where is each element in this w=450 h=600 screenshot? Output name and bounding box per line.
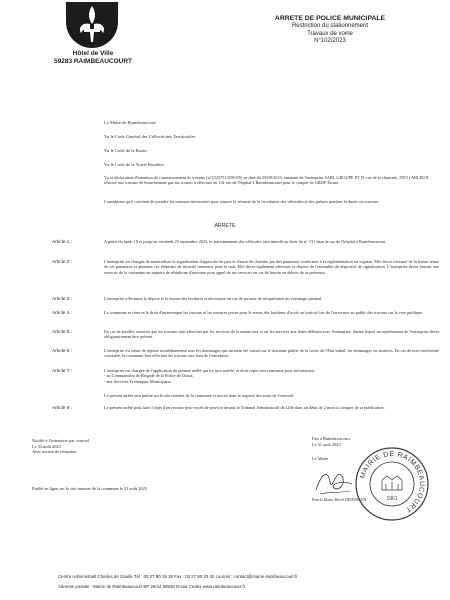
decree-subtitle: Restriction du stationnement xyxy=(291,23,369,29)
decree-number: N°102/2023 xyxy=(314,38,346,44)
postal-address-line: Adresse postale : Mairie de Raimbeaucourt BP 26/44 59530 Douai Cedex www.raimbeaucourt.fr xyxy=(58,584,246,589)
town-postcode: 59283 RAIMBEAUCOURT xyxy=(53,58,133,65)
fleur-de-lis-icon xyxy=(66,2,118,48)
article-3-text: L'entreprise effectuera la dépose et la repose des bordures si nécessaire en cas de travaux de récupération au voisinage optimal. xyxy=(104,296,323,301)
town-logo xyxy=(66,2,118,48)
visa-maire: Le Maire de Raimbeaucourt xyxy=(104,120,156,125)
considerant-securite: Considérant qu'il convient de prendre les mesures nécessaires pour assurer la sécurité de la circulation des véhicules et des piétons pendant la durée ces travaux, xyxy=(104,199,380,204)
article-2-label: Article 2 : xyxy=(52,260,72,265)
contact-line: Centre Administratif Charles de Gaulle Tél : 03 27 80 18 18 Fax : 03 27 80 33 42 courriel : contact@mairie-raimbeaucourt.fr xyxy=(58,574,298,579)
article-4-label: Article 4 : xyxy=(52,311,72,316)
arrete-heading: ARRETE xyxy=(214,223,236,229)
decree-title: ARRETE DE POLICE MUNICIPALE xyxy=(274,15,386,22)
article-6-text: L'entreprise est tenue de réparer immédiatement tous les dommages qui auraient été causés sur le domaine public de la voirie de l'Etat initial, les dommages ou sinistres. En cas de non-conformité constatée, la commune fera effectuer les travaux aux frais de l'entreprise. xyxy=(104,348,439,359)
article-4-text: La commune se réserve le droit d'interrompre les travaux et les mesures prises pour le retour des bordures d'accès au trottoir lors de l'ouverture au public des travaux sur la voie publique. xyxy=(104,310,424,315)
signatory-title: Le Maire xyxy=(312,456,329,461)
considerant-declaration: Vu la déclaration d'intention de commencement de travaux (n°2323751/0/00/05) en date du 29/08/2023, émanant de l'entreprise SARL GROUPE ET D. rue de la chaussée, 59151 ARLEUX relative aux travaux de branchement gaz sur trottoir à effectuer au 131 rue de l'hôpital à Raimbeaucourt pour le compte de GRDF Douai, xyxy=(104,175,429,186)
visa-code-voirie: Vu le Code de la Voirie Routière, xyxy=(104,162,165,167)
article-2-text: L'entreprise est chargée de matérialiser la signalisation d'approche de part et d'autre du chantier par des panneaux conformes à la réglementation en vigueur. Elle devra s'assurer de la bonne tenue de ces panneaux et anneaux ces éléments de sécurité lumineux pour la nuit. Elle devra également effectuer la dépose de l'ensemble du dispositif de signalisation. L'entreprise devra fournir aux services de la commune un numéro de téléphone d'astreinte pour appel de ses services en cas de besoin en dehors de sa présence. xyxy=(104,259,439,275)
signature-date: Le 31 août 2023 xyxy=(312,441,341,447)
signatory-name: Pour le Maire, Hervé DEJENSSON xyxy=(312,498,367,502)
seal-year: 1961 xyxy=(386,496,398,502)
visa-cgct: Vu le Code Général des Collectivités Territoriales xyxy=(104,134,196,139)
notification-line-2: Le 31/août 2023 xyxy=(32,443,61,449)
decree-subject: Travaux de voirie xyxy=(307,30,353,37)
signature-place-date xyxy=(312,436,351,447)
article-1-text: A partir du lundi 18 et jusqu'au vendredi 29 septembre 2023, le stationnement des véhicules sera interdit au droit du n° 131 dans la rue de l'hôpital à Raimbeaucourt. xyxy=(104,239,387,244)
notification-line-1: Notifié à l'entreprise par courriel xyxy=(32,438,90,443)
article-5-label: Article 5 : xyxy=(52,330,72,335)
notification-block xyxy=(32,438,89,455)
notification-line-3: Avec accusé de réception xyxy=(32,449,77,455)
article-1-label: Article 1 : xyxy=(52,240,72,245)
publication-notice: Le présent arrêté sera publié sur le site internet de la commune et inscrit dans le registre des actes de l'exécutif. xyxy=(104,393,295,398)
signature-place: Fait à Raimbeaucourt, xyxy=(312,436,351,441)
article-8-text: Le présent arrêté peut faire l'objet d'un recours pour excès de pouvoir devant le Tribunal Administratif de Lille dans un délai de 2 mois à compter de sa publication. xyxy=(104,405,385,410)
decree-title-block xyxy=(255,15,405,46)
article-6-label: Article 6 : xyxy=(52,349,72,354)
article-7-text: L'entreprise est chargée de l'application du présent arrêté qui lui sera notifié, et dont copie sera transmise pour information : - au Commandant de Brigade de la Police de Douai, - aux Services Techniques Municipaux. xyxy=(104,368,317,384)
article-8-label: Article 8 : xyxy=(52,406,72,411)
town-hall-label: Hôtel de Ville xyxy=(72,50,114,57)
article-5-text: En cas de fouilles ouvertes par les travaux sans effectuer par les services de la mairie eux et ou les services aux dates définies avec l'entreprise, durant lequel un représentant de l'entreprise devra obligatoirement être présent. xyxy=(104,329,439,340)
article-3-label: Article 3 : xyxy=(52,297,72,302)
seal-text: MAIRIE DE RAIMBEAUCOURT xyxy=(359,450,426,514)
article-7-label: Article 7 : xyxy=(52,369,72,374)
mairie-seal-stamp xyxy=(354,446,430,522)
online-publication: Publié en ligne sur le site internet de la commune le 31 août 2023 xyxy=(32,486,147,491)
handwritten-signature xyxy=(312,462,356,500)
visa-code-route: Vu le Code de la Route, xyxy=(104,148,148,153)
town-address xyxy=(50,50,136,66)
